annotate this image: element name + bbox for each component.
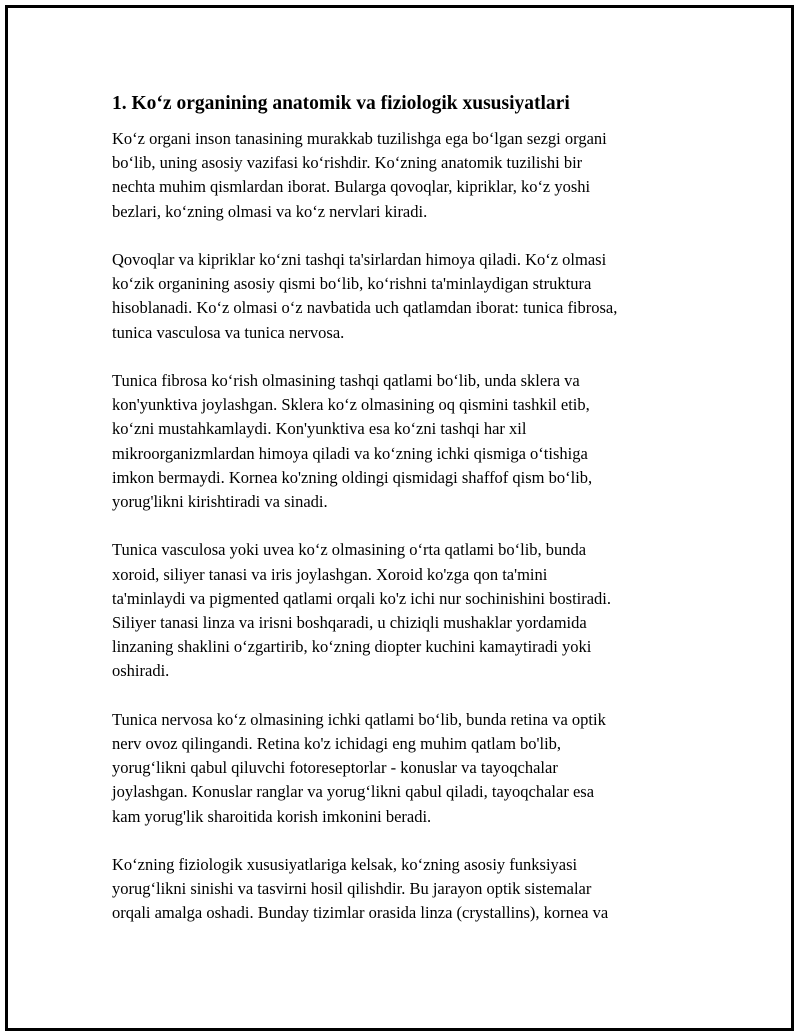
text-line: orqali amalga oshadi. Bunday tizimlar orasida linza (crystallins), kornea va: [112, 903, 609, 923]
paragraph-4: [112, 538, 687, 683]
text-line: tunica vasculosa va tunica nervosa.: [112, 322, 345, 342]
text-line: nechta muhim qismlardan iborat. Bularga qovoqlar, kipriklar, ko‘z yoshi: [112, 177, 591, 197]
text-line: imkon bermaydi. Kornea ko'zning oldingi qismidagi shaffof qism bo‘lib,: [112, 467, 593, 487]
text-line: mikroorganizmlardan himoya qiladi va ko‘zning ichki qismiga o‘tishiga: [112, 443, 588, 463]
text-line: bezlari, ko‘zning olmasi va ko‘z nervlari kiradi.: [112, 201, 428, 221]
paragraph-5: [112, 708, 687, 829]
text-line: Siliyer tanasi linza va irisni boshqaradi, u chiziqli mushaklar yordamida: [112, 613, 587, 633]
text-line: Qovoqlar va kipriklar ko‘zni tashqi ta'sirlardan himoya qiladi. Ko‘z olmasi: [112, 250, 607, 269]
text-line: joylashgan. Konuslar ranglar va yorug‘likni qabul qiladi, tayoqchalar esa: [112, 782, 595, 802]
paragraph-2: [112, 248, 687, 345]
text-line: yorug'likni kirishtiradi va sinadi.: [112, 492, 328, 512]
text-line: Tunica vasculosa yoki uvea ko‘z olmasining o‘rta qatlami bo‘lib, bunda: [112, 540, 587, 560]
paragraph-6: [112, 853, 687, 926]
text-line: xoroid, siliyer tanasi va iris joylashgan. Xoroid ko'zga qon ta'mini: [112, 564, 548, 584]
paragraph-3: [112, 369, 687, 514]
text-line: hisoblanadi. Ko‘z olmasi o‘z navbatida uch qatlamdan iborat: tunica fibrosa,: [112, 298, 618, 318]
text-line: kam yorug'lik sharoitida korish imkonini beradi.: [112, 806, 432, 826]
text-line: Tunica fibrosa ko‘rish olmasining tashqi qatlami bo‘lib, unda sklera va: [112, 371, 580, 390]
text-line: ta'minlaydi va pigmented qatlami orqali ko'z ichi nur sochinishini bostiradi.: [112, 588, 612, 608]
text-line: nerv ovoz qilingandi. Retina ko'z ichidagi eng muhim qatlam bo'lib,: [112, 734, 562, 754]
text-line: Ko‘z organi inson tanasining murakkab tuzilishga ega bo‘lgan sezgi organi: [112, 129, 607, 148]
text-line: ko‘zik organining asosiy qismi bo‘lib, ko‘rishni ta'minlaydigan struktura: [112, 274, 592, 294]
text-line: kon'yunktiva joylashgan. Sklera ko‘z olmasining oq qismini tashkil etib,: [112, 395, 590, 415]
section-heading: 1. Ko‘z organining anatomik va fiziologik xususiyatlari: [112, 93, 570, 114]
text-line: yorug‘likni sinishi va tasvirni hosil qilishdir. Bu jarayon optik sistemalar: [112, 879, 592, 899]
text-line: Ko‘zning fiziologik xususiyatlariga kelsak, ko‘zning asosiy funksiyasi: [112, 855, 578, 875]
text-line: yorug‘likni qabul qiluvchi fotoreseptorlar - konuslar va tayoqchalar: [112, 758, 558, 778]
text-line: ko‘zni mustahkamlaydi. Kon'yunktiva esa ko‘zni tashqi har xil: [112, 419, 527, 439]
paragraph-1: [112, 127, 687, 224]
text-line: linzaning shaklini o‘zgartirib, ko‘zning diopter kuchini kamaytiradi yoki: [112, 637, 592, 657]
text-line: oshiradi.: [112, 661, 170, 681]
text-line: Tunica nervosa ko‘z olmasining ichki qatlami bo‘lib, bunda retina va optik: [112, 709, 606, 729]
document-body: [112, 92, 687, 950]
text-line: bo‘lib, uning asosiy vazifasi ko‘rishdir. Ko‘zning anatomik tuzilishi bir: [112, 153, 583, 173]
